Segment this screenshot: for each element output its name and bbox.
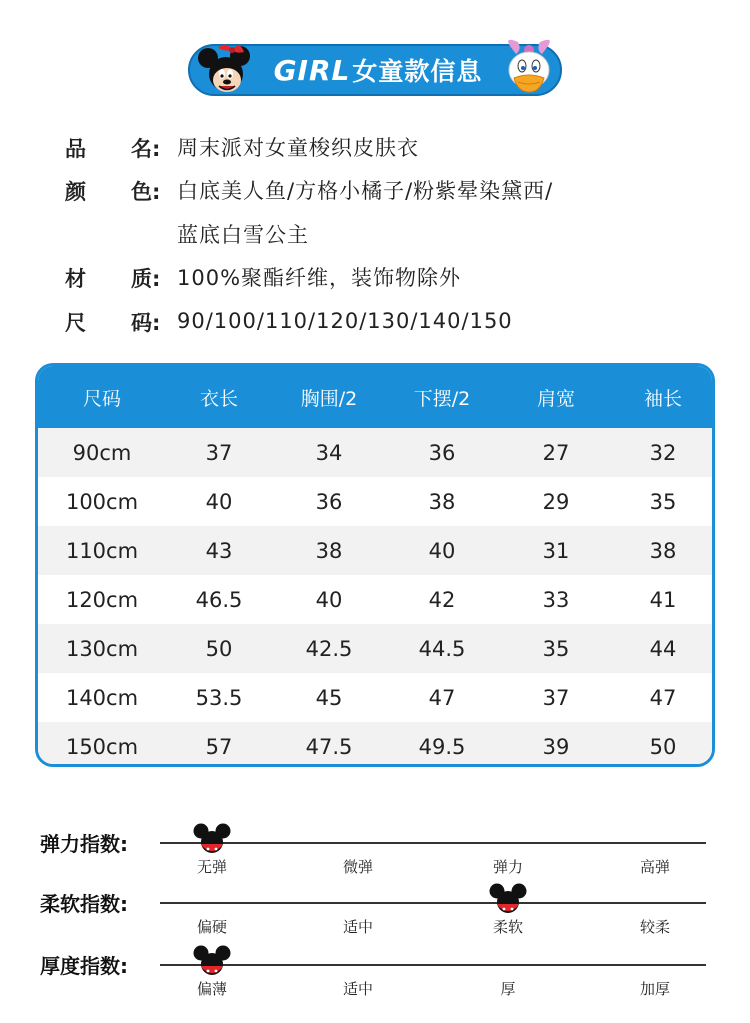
mickey-head-icon [489, 882, 527, 916]
column-header: 肩宽 [536, 387, 575, 410]
scale-label: 弹力 [492, 858, 524, 876]
scale-label: 高弹 [639, 858, 671, 876]
scale-label: 无弹 [196, 858, 228, 876]
table-row [38, 575, 712, 624]
info-row-color-cont [65, 219, 309, 249]
table-cell: 46.5 [195, 587, 243, 612]
scale-title: 柔软指数: [40, 892, 128, 916]
table-row [38, 722, 712, 767]
mickey-head-icon [193, 944, 231, 978]
scale-label: 微弹 [342, 858, 374, 876]
table-cell: 37 [542, 685, 570, 710]
table-cell: 49.5 [418, 734, 466, 759]
product-material: 100%聚酯纤维，装饰物除外 [177, 266, 462, 290]
column-header: 尺码 [82, 387, 121, 410]
table-cell: 35 [542, 636, 570, 661]
table-cell: 29 [542, 489, 570, 514]
table-cell: 42.5 [305, 636, 353, 661]
table-cell: 37 [205, 440, 233, 465]
table-cell: 36 [428, 440, 456, 465]
table-cell: 33 [542, 587, 570, 612]
table-cell: 57 [205, 734, 233, 759]
table-cell: 40 [315, 587, 343, 612]
table-header [38, 366, 712, 428]
table-cell: 130cm [65, 636, 139, 661]
table-cell: 53.5 [195, 685, 243, 710]
table-cell: 44 [649, 636, 677, 661]
scale-label: 加厚 [639, 980, 671, 998]
size-table [35, 363, 715, 767]
column-header: 袖长 [643, 387, 682, 410]
table-row [38, 526, 712, 575]
table-cell: 40 [428, 538, 456, 563]
table-cell: 40 [205, 489, 233, 514]
table-cell: 39 [542, 734, 570, 759]
table-row [38, 477, 712, 526]
info-row-name: 品 名: 周末派对女童梭织皮肤衣 [65, 132, 173, 162]
daisy-duck-icon [500, 36, 558, 98]
table-cell: 140cm [65, 685, 139, 710]
product-sizes: 90/100/110/120/130/140/150 [177, 309, 513, 333]
product-colors: 白底美人鱼/方格小橘子/粉紫晕染黛西/ [177, 179, 554, 203]
table-cell: 100cm [65, 489, 139, 514]
table-cell: 36 [315, 489, 343, 514]
table-cell: 38 [315, 538, 343, 563]
scale-title: 弹力指数: [40, 832, 128, 856]
column-header: 衣长 [199, 387, 238, 410]
scale-label: 偏硬 [196, 918, 228, 936]
column-header: 胸围/2 [300, 387, 358, 410]
table-cell: 34 [315, 440, 343, 465]
scale-label: 适中 [342, 918, 374, 936]
table-cell: 47 [428, 685, 456, 710]
product-name: 周末派对女童梭织皮肤衣 [177, 136, 419, 160]
table-row [38, 624, 712, 673]
table-cell: 38 [428, 489, 456, 514]
table-body [38, 428, 712, 767]
scale-label: 偏薄 [196, 980, 228, 998]
table-cell: 35 [649, 489, 677, 514]
info-row-sizes: 尺 码: 90/100/110/120/130/140/150 [65, 309, 513, 335]
table-cell: 120cm [65, 587, 139, 612]
scale-label: 适中 [342, 980, 374, 998]
column-header: 下摆/2 [413, 387, 471, 410]
table-cell: 42 [428, 587, 456, 612]
table-cell: 27 [542, 440, 570, 465]
banner-title-en: GIRL [273, 53, 351, 87]
table-cell: 45 [315, 685, 343, 710]
scale-line [160, 842, 706, 844]
table-cell: 50 [649, 734, 677, 759]
info-row-material: 材 质: 100%聚酯纤维，装饰物除外 [65, 262, 173, 292]
scale-label: 厚 [500, 980, 516, 998]
mickey-head-icon [193, 822, 231, 856]
table-cell: 110cm [65, 538, 139, 563]
table-cell: 38 [649, 538, 677, 563]
product-colors-cont: 蓝底白雪公主 [177, 223, 309, 247]
scale-label: 较柔 [639, 918, 671, 936]
table-cell: 47 [649, 685, 677, 710]
scale-line [160, 902, 706, 904]
table-cell: 31 [542, 538, 570, 563]
table-row [38, 428, 712, 477]
table-cell: 47.5 [305, 734, 353, 759]
banner-title-cn: 女童款信息 [352, 57, 483, 86]
scale-title: 厚度指数: [40, 954, 128, 978]
info-row-color: 颜 色: 白底美人鱼/方格小橘子/粉紫晕染黛西/ [65, 175, 173, 205]
table-row [38, 673, 712, 722]
table-cell: 43 [205, 538, 233, 563]
table-cell: 150cm [65, 734, 139, 759]
minnie-mouse-icon [196, 38, 254, 98]
scale-line [160, 964, 706, 966]
scale-label: 柔软 [492, 918, 524, 936]
table-cell: 32 [649, 440, 677, 465]
table-cell: 41 [649, 587, 677, 612]
table-cell: 90cm [72, 440, 132, 465]
table-cell: 50 [205, 636, 233, 661]
table-cell: 44.5 [418, 636, 466, 661]
